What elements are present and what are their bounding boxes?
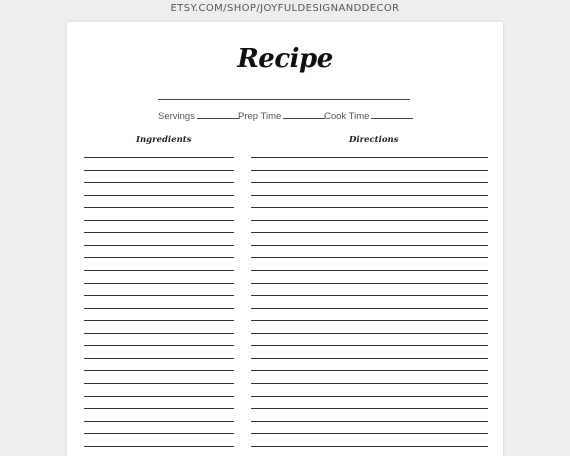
direction-line[interactable] bbox=[251, 170, 488, 171]
ingredient-line[interactable] bbox=[84, 195, 234, 196]
ingredient-line[interactable] bbox=[84, 157, 234, 158]
direction-line[interactable] bbox=[251, 232, 488, 233]
ingredient-line[interactable] bbox=[84, 170, 234, 171]
direction-line[interactable] bbox=[251, 195, 488, 196]
ingredient-line[interactable] bbox=[84, 408, 234, 409]
direction-line[interactable] bbox=[251, 207, 488, 208]
ingredient-line[interactable] bbox=[84, 245, 234, 246]
direction-line[interactable] bbox=[251, 345, 488, 346]
direction-line[interactable] bbox=[251, 383, 488, 384]
ingredient-line[interactable] bbox=[84, 370, 234, 371]
servings-blank-line[interactable] bbox=[197, 110, 239, 119]
prep-time-field[interactable] bbox=[238, 110, 325, 122]
ingredients-heading: Ingredients bbox=[136, 135, 192, 145]
ingredient-line[interactable] bbox=[84, 207, 234, 208]
direction-line[interactable] bbox=[251, 157, 488, 158]
ingredient-line[interactable] bbox=[84, 308, 234, 309]
direction-line[interactable] bbox=[251, 433, 488, 434]
ingredient-line[interactable] bbox=[84, 232, 234, 233]
direction-line[interactable] bbox=[251, 295, 488, 296]
recipe-name-line[interactable] bbox=[158, 99, 410, 100]
direction-line[interactable] bbox=[251, 182, 488, 183]
ingredient-line[interactable] bbox=[84, 270, 234, 271]
direction-line[interactable] bbox=[251, 308, 488, 309]
direction-line[interactable] bbox=[251, 370, 488, 371]
prep-time-label: Prep Time bbox=[238, 111, 282, 122]
direction-line[interactable] bbox=[251, 446, 488, 447]
ingredient-line[interactable] bbox=[84, 333, 234, 334]
ingredient-line[interactable] bbox=[84, 257, 234, 258]
ingredient-line[interactable] bbox=[84, 345, 234, 346]
prep-time-blank-line[interactable] bbox=[283, 110, 325, 119]
servings-field[interactable] bbox=[158, 110, 239, 122]
ingredient-line[interactable] bbox=[84, 396, 234, 397]
ingredient-line[interactable] bbox=[84, 295, 234, 296]
recipe-info-fields bbox=[158, 110, 418, 124]
direction-line[interactable] bbox=[251, 220, 488, 221]
ingredient-line[interactable] bbox=[84, 446, 234, 447]
direction-line[interactable] bbox=[251, 270, 488, 271]
recipe-title: Recipe bbox=[237, 44, 333, 74]
cook-time-blank-line[interactable] bbox=[371, 110, 413, 119]
ingredient-line[interactable] bbox=[84, 421, 234, 422]
servings-label: Servings bbox=[158, 111, 195, 122]
direction-line[interactable] bbox=[251, 283, 488, 284]
shop-url-text: ETSY.COM/SHOP/JOYFULDESIGNANDDECOR bbox=[170, 3, 400, 14]
direction-line[interactable] bbox=[251, 257, 488, 258]
ingredient-line[interactable] bbox=[84, 182, 234, 183]
recipe-card-sheet bbox=[67, 22, 503, 456]
ingredient-line[interactable] bbox=[84, 220, 234, 221]
direction-line[interactable] bbox=[251, 333, 488, 334]
direction-line[interactable] bbox=[251, 396, 488, 397]
direction-line[interactable] bbox=[251, 421, 488, 422]
ingredient-line[interactable] bbox=[84, 433, 234, 434]
ingredient-line[interactable] bbox=[84, 320, 234, 321]
directions-heading: Directions bbox=[349, 135, 399, 145]
ingredient-line[interactable] bbox=[84, 383, 234, 384]
direction-line[interactable] bbox=[251, 408, 488, 409]
cook-time-label: Cook Time bbox=[324, 111, 370, 122]
cook-time-field[interactable] bbox=[324, 110, 413, 122]
direction-line[interactable] bbox=[251, 245, 488, 246]
ingredient-line[interactable] bbox=[84, 283, 234, 284]
ingredient-line[interactable] bbox=[84, 358, 234, 359]
direction-line[interactable] bbox=[251, 358, 488, 359]
direction-line[interactable] bbox=[251, 320, 488, 321]
